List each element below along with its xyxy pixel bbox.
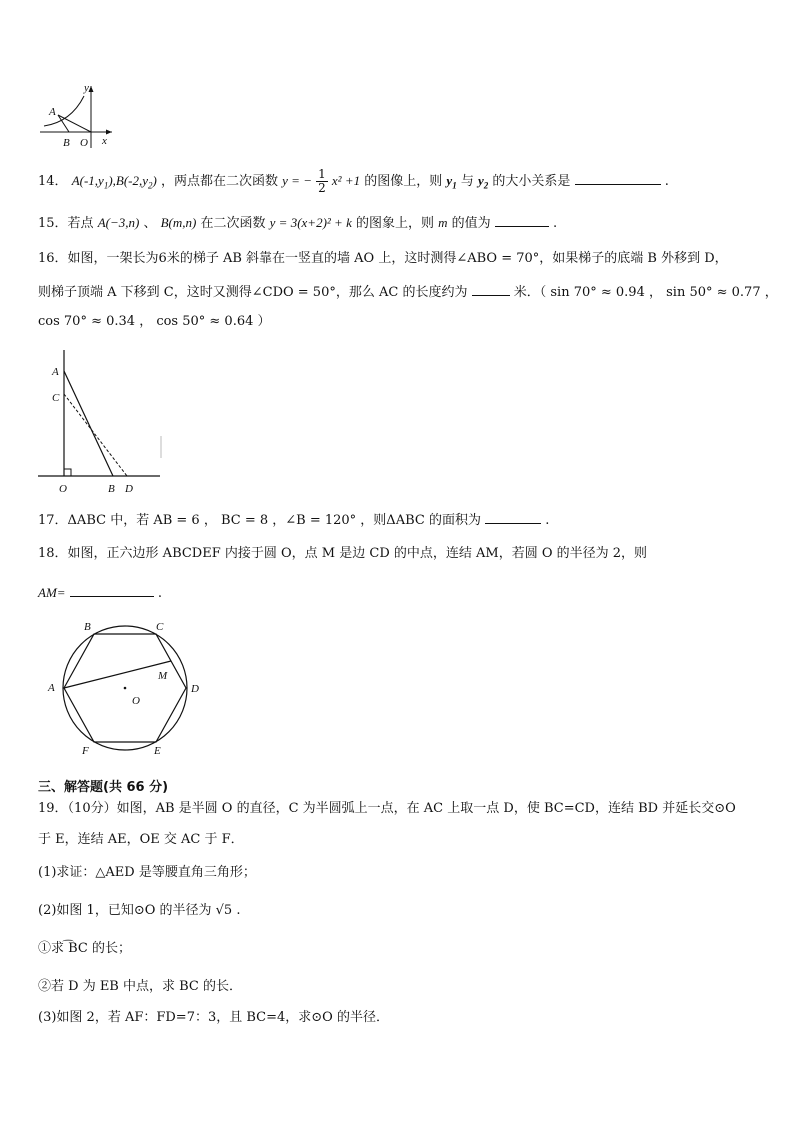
label-c: C (52, 392, 60, 404)
label-d: D (125, 483, 133, 495)
label-o: O (132, 695, 140, 707)
label-y: y (84, 82, 89, 94)
q14-text-2: 的图像上，则 (364, 174, 443, 189)
q15-end: . (552, 216, 558, 231)
q18-answer-blank[interactable] (70, 584, 154, 597)
q17-end: . (545, 513, 550, 528)
question-16-line-2 (38, 283, 778, 301)
q16-line-2a: 则梯子顶端 A 下移到 C，这时又测得∠CDO = 50°，那么 AC 的长度约为 (38, 285, 468, 300)
q15-text-4: 的值为 (451, 216, 491, 231)
label-m: M (158, 670, 168, 682)
label-b: B (108, 483, 115, 495)
q18-end: . (157, 586, 162, 601)
hexagon-figure (40, 616, 208, 758)
q14-text-3: 与 (460, 174, 474, 189)
q14-number: 14． (38, 174, 68, 189)
q17-text: 17．ΔABC 中，若 AB = 6 ， BC = 8 ，∠B = 120° ，则ΔABC 的面积为 (38, 513, 481, 528)
label-o: O (59, 483, 67, 495)
q15-answer-blank[interactable] (495, 214, 549, 227)
question-16-line-3: cos 70° ≈ 0.34 ， cos 50° ≈ 0.64 ） (38, 314, 271, 329)
q14-y2: $y_2$ (477, 173, 489, 191)
question-14 (38, 168, 669, 195)
q15-text-3: 的图象上，则 (355, 216, 434, 231)
section-3-title: 三、解答题(共 66 分) (38, 780, 169, 795)
right-angle-mark (64, 469, 71, 476)
question-19-part-2b: ②若 D 为 EB 中点，求 BC 的长． (38, 979, 243, 994)
ladder-figure (36, 346, 168, 496)
label-d: D (191, 683, 199, 695)
parabola-figure (36, 82, 114, 150)
q16-answer-blank[interactable] (472, 283, 510, 296)
label-a: A (48, 682, 55, 694)
label-f: F (82, 745, 89, 757)
q17-answer-blank[interactable] (485, 511, 541, 524)
q15-number: 15．若点 (38, 216, 94, 231)
q14-eq-rhs: x² +1 (331, 173, 361, 188)
ladder-cd (64, 394, 127, 476)
q14-point-a: $A(-1,y_1),B(-2,y_2)$ (71, 173, 157, 191)
ladder-ab (64, 371, 113, 476)
label-b: B (84, 621, 91, 633)
question-15 (38, 214, 557, 232)
q18-am-label: AM= (38, 585, 66, 600)
q15-equation: y = 3(x+2)² + k (269, 215, 352, 230)
segment-am (64, 661, 171, 688)
y-axis-arrow (89, 86, 94, 92)
q15-point-b: B(m,n) (160, 215, 197, 230)
question-19-part-2: (2)如图 1，已知⊙O 的半径为 √5 . (38, 903, 241, 918)
q14-eq-lhs: y = − (282, 173, 312, 188)
label-c: C (156, 621, 164, 633)
label-x: x (102, 135, 107, 147)
question-18-line-1: 18．如图，正六边形 ABCDEF 内接于圆 O，点 M 是边 CD 的中点，连结 AM，若圆 O 的半径为 2，则 (38, 546, 648, 561)
center-dot (124, 687, 127, 690)
q14-text-4: 的大小关系是 (492, 174, 571, 189)
q14-text-1: ，两点都在二次函数 (161, 174, 279, 189)
q14-fraction: $\frac{1}{2}$ (318, 167, 326, 195)
label-b: B (63, 137, 70, 149)
q14-y1: $y_1$ (446, 173, 457, 191)
q15-m: m (438, 215, 448, 230)
label-a: A (49, 106, 56, 118)
question-19-line-2: 于 E，连结 AE，OE 交 AC 于 F． (38, 832, 244, 847)
q15-point-a: A(−3,n) (97, 215, 140, 230)
question-19-part-1: (1)求证：△AED 是等腰直角三角形； (38, 865, 256, 880)
x-axis-arrow (106, 130, 112, 135)
q16-line-2b: 米．（ sin 70° ≈ 0.94 ， sin 50° ≈ 0.77 ， (513, 285, 778, 300)
label-a: A (52, 366, 59, 378)
label-e: E (154, 745, 161, 757)
question-18-line-2 (38, 584, 162, 602)
q14-end: . (664, 174, 669, 189)
q14-answer-blank[interactable] (575, 172, 661, 185)
question-17 (38, 511, 549, 529)
question-19-part-2a: ①求 ͡BC 的长； (38, 941, 132, 956)
question-19-line-1: 19．（10分）如图，AB 是半圆 O 的直径，C 为半圆弧上一点，在 AC 上取一点 D，使 BC=CD，连结 BD 并延长交⊙O (38, 801, 736, 816)
label-o: O (80, 137, 88, 149)
question-16-line-1: 16．如图，一架长为6米的梯子 AB 斜靠在一竖直的墙 AO 上，这时测得∠ABO = 70°，如果梯子的底端 B 外移到 D， (38, 251, 728, 266)
q15-text-2: 在二次函数 (200, 216, 266, 231)
q15-text-1: 、 (143, 216, 157, 231)
question-19-part-3: (3)如图 2，若 AF：FD=7：3，且 BC=4，求⊙O 的半径． (38, 1010, 389, 1025)
